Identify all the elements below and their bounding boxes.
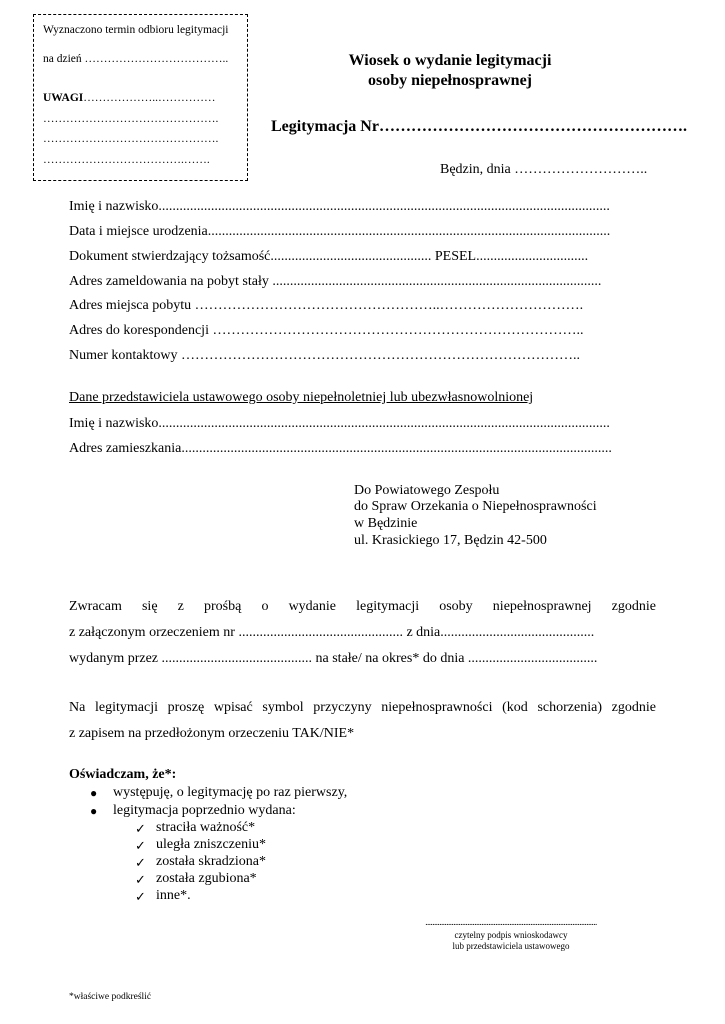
declaration-heading: Oświadczam, że*: (69, 767, 177, 782)
recipient-line: ul. Krasickiego 17, Będzin 42-500 (354, 533, 547, 548)
legitymacja-number-field: Legitymacja Nr…………………………………………………. (271, 118, 687, 135)
field-correspondence-address: Adres do korespondencji …………………………………………………………………….. (69, 323, 584, 338)
signature-caption-line1: czytelny podpis wnioskodawcy (454, 930, 568, 940)
office-box-dots-line: ……………………………….……. (43, 154, 210, 166)
field-id-document-pesel: Dokument stwierdzający tożsamość.............................................. PESEL................................ (69, 249, 589, 264)
bullet-icon: ● (90, 804, 98, 818)
recipient-line: do Spraw Orzekania o Niepełnosprawności (354, 499, 597, 514)
footnote: *właściwe podkreślić (69, 992, 152, 1002)
form-title-line1: Wiosek o wydanie legitymacji (348, 52, 552, 69)
signature-caption-line2: lub przedstawiciela ustawowego (452, 941, 570, 951)
checkmark-icon: ✓ (135, 855, 146, 870)
symbol-text-line1: Na legitymacji proszę wpisać symbol przyczyny niepełnosprawności (kod schorzenia) zgodnie (69, 700, 656, 715)
office-use-box (33, 14, 248, 181)
office-box-term-label: Wyznaczono termin odbioru legitymacji (43, 24, 229, 36)
checkmark-icon: ✓ (135, 889, 146, 904)
declaration-option-previously-issued: legitymacja poprzednio wydana: (113, 803, 296, 818)
reason-lost: została zgubiona* (156, 871, 257, 886)
representative-heading: Dane przedstawiciela ustawowego osoby niepełnoletniej lub ubezwłasnowolnionej (69, 390, 534, 405)
recipient-line: Do Powiatowego Zespołu (354, 483, 500, 498)
office-box-dots-line: ………………………………………. (43, 113, 219, 125)
reason-stolen: została skradziona* (156, 854, 267, 869)
bullet-icon: ● (90, 786, 98, 800)
place-date-field: Będzin, dnia ……………………….. (440, 162, 648, 177)
office-box-uwagi-dots: ………………..…………… (83, 92, 216, 104)
form-title-line2: osoby niepełnosprawnej (367, 72, 533, 89)
office-box-date-field: na dzień ……………………………….. (43, 53, 229, 65)
reason-other: inne*. (156, 888, 191, 903)
field-full-name: Imię i nazwisko................................................................................................................................. (69, 199, 610, 214)
recipient-line: w Będzinie (354, 516, 418, 531)
field-registered-address: Adres zameldowania na pobyt stały .............................................................................................. (69, 274, 602, 289)
checkmark-icon: ✓ (135, 872, 146, 887)
office-box-uwagi-label: UWAGI (43, 92, 84, 104)
signature-line: .................................................................................................. (425, 917, 597, 927)
signature-block (400, 917, 622, 951)
request-ruling-field: z załączonym orzeczeniem nr ............................................... z dnia............................................ (69, 625, 595, 640)
representative-address-field: Adres zamieszkania........................................................................................................................... (69, 441, 612, 456)
office-box-uwagi (43, 92, 216, 105)
field-residence-address: Adres miejsca pobytu ……………………………………………..…………………………. (69, 298, 584, 313)
checkmark-icon: ✓ (135, 821, 146, 836)
request-text-line1: Zwracam się z prośbą o wydanie legitymacji osoby niepełnosprawnej zgodnie (69, 599, 656, 614)
field-contact-number: Numer kontaktowy ………………………………………………………………………….. (69, 348, 580, 363)
reason-destroyed: uległa zniszczeniu* (156, 837, 267, 852)
checkmark-icon: ✓ (135, 838, 146, 853)
symbol-text-line2: z zapisem na przedłożonym orzeczeniu TAK/NIE* (69, 726, 355, 741)
field-birth-date-place: Data i miejsce urodzenia................................................................................................................... (69, 224, 611, 239)
reason-expired: straciła ważność* (156, 820, 256, 835)
office-box-dots-line: ………………………………………. (43, 133, 219, 145)
request-issuer-field: wydanym przez ........................................... na stałe/ na okres* do dnia ..................................... (69, 651, 598, 666)
declaration-option-first-time: występuję, o legitymację po raz pierwszy, (113, 785, 348, 800)
representative-name-field: Imię i nazwisko................................................................................................................................. (69, 416, 610, 431)
